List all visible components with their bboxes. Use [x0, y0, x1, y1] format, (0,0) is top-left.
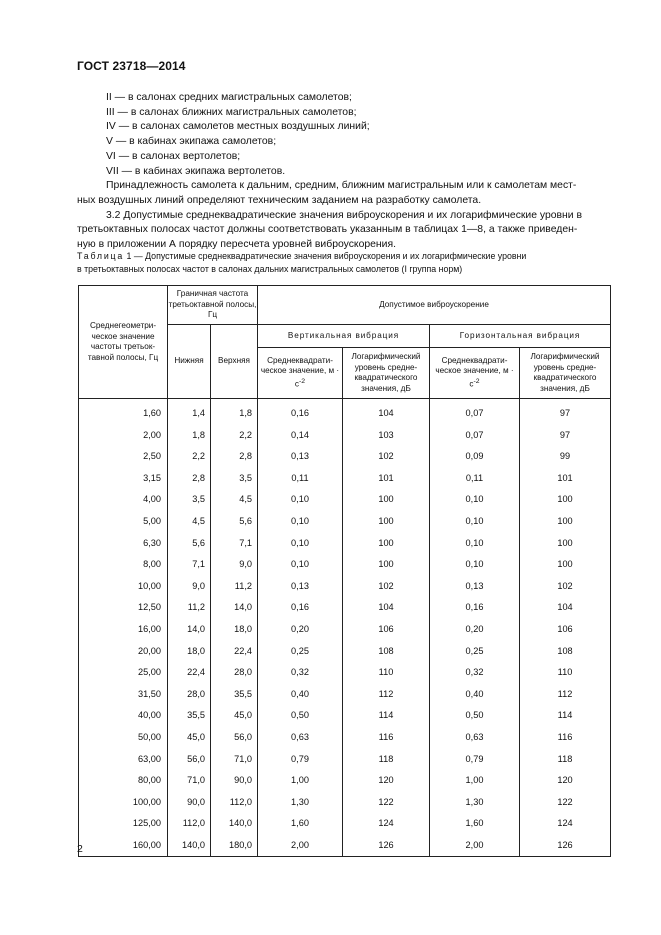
cell-rms-horizontal: 0,10	[430, 511, 520, 533]
table-row	[79, 813, 611, 835]
cell-rms-vertical: 0,16	[258, 399, 343, 425]
cell-lower-limit: 1,8	[168, 425, 211, 447]
cell-center-frequency: 100,00	[79, 792, 168, 814]
cell-center-frequency: 40,00	[79, 705, 168, 727]
header-upper: Верхняя	[211, 325, 258, 399]
cell-log-vertical: 103	[343, 425, 430, 447]
cell-lower-limit: 140,0	[168, 835, 211, 857]
cell-upper-limit: 4,5	[211, 489, 258, 511]
body-text	[77, 91, 617, 253]
cell-log-horizontal: 100	[520, 533, 611, 555]
paragraph-line: Принадлежность самолета к дальним, средним, ближним магистральным или к самолетам мест-	[106, 180, 577, 192]
cell-log-vertical: 106	[343, 619, 430, 641]
cell-rms-horizontal: 0,10	[430, 533, 520, 555]
header-band-limits: Граничная частота третьоктавной полосы, Гц	[168, 286, 258, 325]
cell-rms-vertical: 0,63	[258, 727, 343, 749]
cell-log-vertical: 122	[343, 792, 430, 814]
vibration-norms-table	[78, 285, 611, 857]
cell-rms-horizontal: 0,07	[430, 425, 520, 447]
cell-rms-horizontal: 1,00	[430, 770, 520, 792]
table-row	[79, 641, 611, 663]
header-log-level-vertical: Логарифмический уровень средне- квадратического значения, дБ	[343, 348, 430, 399]
cell-upper-limit: 140,0	[211, 813, 258, 835]
cell-log-vertical: 118	[343, 749, 430, 771]
table-row	[79, 705, 611, 727]
cell-log-horizontal: 112	[520, 684, 611, 706]
cell-lower-limit: 71,0	[168, 770, 211, 792]
cell-center-frequency: 12,50	[79, 597, 168, 619]
table-row	[79, 446, 611, 468]
cell-rms-horizontal: 0,63	[430, 727, 520, 749]
table-row	[79, 684, 611, 706]
cell-log-vertical: 100	[343, 511, 430, 533]
cell-lower-limit: 28,0	[168, 684, 211, 706]
caption-label: Таблица	[77, 251, 125, 261]
cell-center-frequency: 5,00	[79, 511, 168, 533]
header-center-frequency: Среднегеометри- ческое значение частоты третьок тавной полосы, Гц	[79, 286, 168, 399]
cell-rms-vertical: 0,10	[258, 489, 343, 511]
cell-rms-vertical: 0,40	[258, 684, 343, 706]
cell-log-vertical: 101	[343, 468, 430, 490]
cell-log-horizontal: 97	[520, 425, 611, 447]
cell-rms-vertical: 2,00	[258, 835, 343, 857]
table-row	[79, 749, 611, 771]
cell-rms-horizontal: 0,10	[430, 554, 520, 576]
cell-rms-vertical: 0,11	[258, 468, 343, 490]
cell-lower-limit: 11,2	[168, 597, 211, 619]
cell-log-horizontal: 114	[520, 705, 611, 727]
cell-rms-vertical: 0,13	[258, 576, 343, 598]
list-item: II — в салонах средних магистральных самолетов;	[106, 92, 352, 103]
cell-rms-horizontal: 0,16	[430, 597, 520, 619]
cell-upper-limit: 90,0	[211, 770, 258, 792]
cell-rms-horizontal: 0,32	[430, 662, 520, 684]
header-lower: Нижняя	[168, 325, 211, 399]
table-row	[79, 835, 611, 857]
page-number: 2	[77, 843, 83, 855]
cell-center-frequency: 31,50	[79, 684, 168, 706]
cell-rms-horizontal: 1,60	[430, 813, 520, 835]
cell-log-vertical: 124	[343, 813, 430, 835]
cell-upper-limit: 56,0	[211, 727, 258, 749]
cell-log-vertical: 102	[343, 446, 430, 468]
cell-lower-limit: 14,0	[168, 619, 211, 641]
cell-log-vertical: 110	[343, 662, 430, 684]
cell-log-horizontal: 116	[520, 727, 611, 749]
cell-rms-vertical: 0,16	[258, 597, 343, 619]
cell-log-vertical: 100	[343, 533, 430, 555]
list-item: V — в кабинах экипажа самолетов;	[106, 136, 277, 148]
cell-center-frequency: 2,00	[79, 425, 168, 447]
cell-rms-vertical: 1,60	[258, 813, 343, 835]
cell-lower-limit: 112,0	[168, 813, 211, 835]
table-row	[79, 468, 611, 490]
cell-lower-limit: 90,0	[168, 792, 211, 814]
cell-log-horizontal: 126	[520, 835, 611, 857]
cell-center-frequency: 4,00	[79, 489, 168, 511]
cell-log-horizontal: 110	[520, 662, 611, 684]
cell-rms-vertical: 0,10	[258, 554, 343, 576]
cell-lower-limit: 3,5	[168, 489, 211, 511]
cell-center-frequency: 63,00	[79, 749, 168, 771]
cell-log-horizontal: 100	[520, 489, 611, 511]
cell-lower-limit: 18,0	[168, 641, 211, 663]
cell-rms-horizontal: 0,40	[430, 684, 520, 706]
cell-center-frequency: 10,00	[79, 576, 168, 598]
cell-upper-limit: 180,0	[211, 835, 258, 857]
cell-rms-horizontal: 0,10	[430, 489, 520, 511]
cell-rms-horizontal: 2,00	[430, 835, 520, 857]
cell-upper-limit: 5,6	[211, 511, 258, 533]
paragraph-line: ную в приложении А порядку пересчета уровней виброускорения.	[77, 239, 396, 251]
cell-rms-vertical: 0,79	[258, 749, 343, 771]
table-row	[79, 511, 611, 533]
cell-center-frequency: 80,00	[79, 770, 168, 792]
cell-log-vertical: 100	[343, 489, 430, 511]
cell-lower-limit: 56,0	[168, 749, 211, 771]
cell-log-horizontal: 97	[520, 399, 611, 425]
cell-rms-horizontal: 0,79	[430, 749, 520, 771]
table-row	[79, 576, 611, 598]
cell-rms-horizontal: 0,09	[430, 446, 520, 468]
paragraph-line: третьоктавных полосах частот должны соответствовать указанным в таблицах 1—8, а также приведен-	[77, 224, 578, 236]
cell-upper-limit: 14,0	[211, 597, 258, 619]
cell-upper-limit: 18,0	[211, 619, 258, 641]
table-row	[79, 619, 611, 641]
cell-log-vertical: 104	[343, 597, 430, 619]
header-permissible-acceleration: Допустимое виброускорение	[258, 286, 611, 325]
cell-rms-vertical: 0,32	[258, 662, 343, 684]
table-row	[79, 554, 611, 576]
cell-lower-limit: 5,6	[168, 533, 211, 555]
cell-lower-limit: 45,0	[168, 727, 211, 749]
cell-rms-vertical: 0,10	[258, 511, 343, 533]
list-item: VI — в салонах вертолетов;	[106, 150, 241, 162]
paragraph-line: ных воздушных линий определяют техническим заданием на разработку самолета.	[77, 194, 482, 206]
cell-center-frequency: 16,00	[79, 619, 168, 641]
cell-rms-horizontal: 0,50	[430, 705, 520, 727]
cell-log-vertical: 102	[343, 576, 430, 598]
cell-log-vertical: 116	[343, 727, 430, 749]
cell-rms-vertical: 0,50	[258, 705, 343, 727]
cell-lower-limit: 22,4	[168, 662, 211, 684]
cell-center-frequency: 125,00	[79, 813, 168, 835]
cell-log-vertical: 108	[343, 641, 430, 663]
cell-center-frequency: 8,00	[79, 554, 168, 576]
cell-upper-limit: 45,0	[211, 705, 258, 727]
cell-upper-limit: 35,5	[211, 684, 258, 706]
cell-log-horizontal: 104	[520, 597, 611, 619]
cell-center-frequency: 2,50	[79, 446, 168, 468]
cell-log-horizontal: 101	[520, 468, 611, 490]
cell-center-frequency: 6,30	[79, 533, 168, 555]
cell-log-vertical: 100	[343, 554, 430, 576]
header-rms-vertical: Среднеквадрати- ческое значение, $м \cdot с^{-2}$	[258, 348, 343, 399]
cell-lower-limit: 1,4	[168, 399, 211, 425]
list-item: III — в салонах ближних магистральных самолетов;	[106, 106, 357, 118]
caption-text: 1 — Допустимые среднеквадратические значения виброускорения и их логарифмические уровни	[126, 251, 527, 261]
cell-upper-limit: 7,1	[211, 533, 258, 555]
cell-upper-limit: 1,8	[211, 399, 258, 425]
cell-rms-horizontal: 0,13	[430, 576, 520, 598]
table-caption	[77, 250, 618, 275]
cell-log-horizontal: 108	[520, 641, 611, 663]
cell-rms-vertical: 0,14	[258, 425, 343, 447]
table-row	[79, 425, 611, 447]
cell-log-vertical: 114	[343, 705, 430, 727]
cell-lower-limit: 2,8	[168, 468, 211, 490]
table-row	[79, 792, 611, 814]
cell-upper-limit: 3,5	[211, 468, 258, 490]
cell-rms-vertical: 0,25	[258, 641, 343, 663]
cell-center-frequency: 25,00	[79, 662, 168, 684]
paragraph-line: 3.2 Допустимые среднеквадратические значения виброускорения и их логарифмические уровни в	[106, 209, 583, 221]
cell-center-frequency: 1,60	[79, 399, 168, 425]
table-row	[79, 399, 611, 425]
cell-rms-vertical: 0,20	[258, 619, 343, 641]
cell-log-horizontal: 100	[520, 511, 611, 533]
cell-upper-limit: 112,0	[211, 792, 258, 814]
cell-log-vertical: 112	[343, 684, 430, 706]
cell-center-frequency: 3,15	[79, 468, 168, 490]
header-rms-horizontal: Среднеквадрати- ческое значение, $м \cdot с^{-2}$	[430, 348, 520, 399]
table-row	[79, 662, 611, 684]
cell-log-horizontal: 118	[520, 749, 611, 771]
cell-center-frequency: 160,00	[79, 835, 168, 857]
caption-text-line2: в третьоктавных полосах частот в салонах дальних магистральных самолетов (I группа норм)	[77, 263, 463, 274]
cell-lower-limit: 4,5	[168, 511, 211, 533]
cell-log-horizontal: 100	[520, 554, 611, 576]
list-item: VII — в кабинах экипажа вертолетов.	[106, 165, 286, 177]
document-code: ГОСТ 23718—2014	[77, 59, 186, 73]
cell-upper-limit: 9,0	[211, 554, 258, 576]
cell-upper-limit: 2,8	[211, 446, 258, 468]
cell-log-horizontal: 124	[520, 813, 611, 835]
cell-log-horizontal: 102	[520, 576, 611, 598]
cell-upper-limit: 22,4	[211, 641, 258, 663]
list-item: IV — в салонах самолетов местных воздушных линий;	[106, 121, 370, 133]
table-row	[79, 533, 611, 555]
cell-log-vertical: 126	[343, 835, 430, 857]
cell-upper-limit: 2,2	[211, 425, 258, 447]
cell-upper-limit: 11,2	[211, 576, 258, 598]
cell-upper-limit: 28,0	[211, 662, 258, 684]
cell-rms-horizontal: 0,25	[430, 641, 520, 663]
table-row	[79, 489, 611, 511]
cell-upper-limit: 71,0	[211, 749, 258, 771]
header-horizontal: Горизонтальная вибрация	[430, 325, 611, 348]
table-row	[79, 597, 611, 619]
cell-log-horizontal: 106	[520, 619, 611, 641]
cell-lower-limit: 35,5	[168, 705, 211, 727]
cell-log-vertical: 104	[343, 399, 430, 425]
cell-log-vertical: 120	[343, 770, 430, 792]
table-row	[79, 770, 611, 792]
cell-log-horizontal: 120	[520, 770, 611, 792]
cell-log-horizontal: 122	[520, 792, 611, 814]
cell-rms-vertical: 1,30	[258, 792, 343, 814]
cell-rms-vertical: 1,00	[258, 770, 343, 792]
cell-rms-horizontal: 0,20	[430, 619, 520, 641]
header-vertical: Вертикальная вибрация	[258, 325, 430, 348]
cell-log-horizontal: 99	[520, 446, 611, 468]
cell-lower-limit: 7,1	[168, 554, 211, 576]
table-row	[79, 727, 611, 749]
cell-lower-limit: 9,0	[168, 576, 211, 598]
cell-center-frequency: 50,00	[79, 727, 168, 749]
cell-rms-vertical: 0,10	[258, 533, 343, 555]
header-log-level-horizontal: Логарифмический уровень средне- квадратического значения, дБ	[520, 348, 611, 399]
cell-lower-limit: 2,2	[168, 446, 211, 468]
cell-rms-horizontal: 1,30	[430, 792, 520, 814]
cell-center-frequency: 20,00	[79, 641, 168, 663]
cell-rms-horizontal: 0,11	[430, 468, 520, 490]
cell-rms-vertical: 0,13	[258, 446, 343, 468]
cell-rms-horizontal: 0,07	[430, 399, 520, 425]
